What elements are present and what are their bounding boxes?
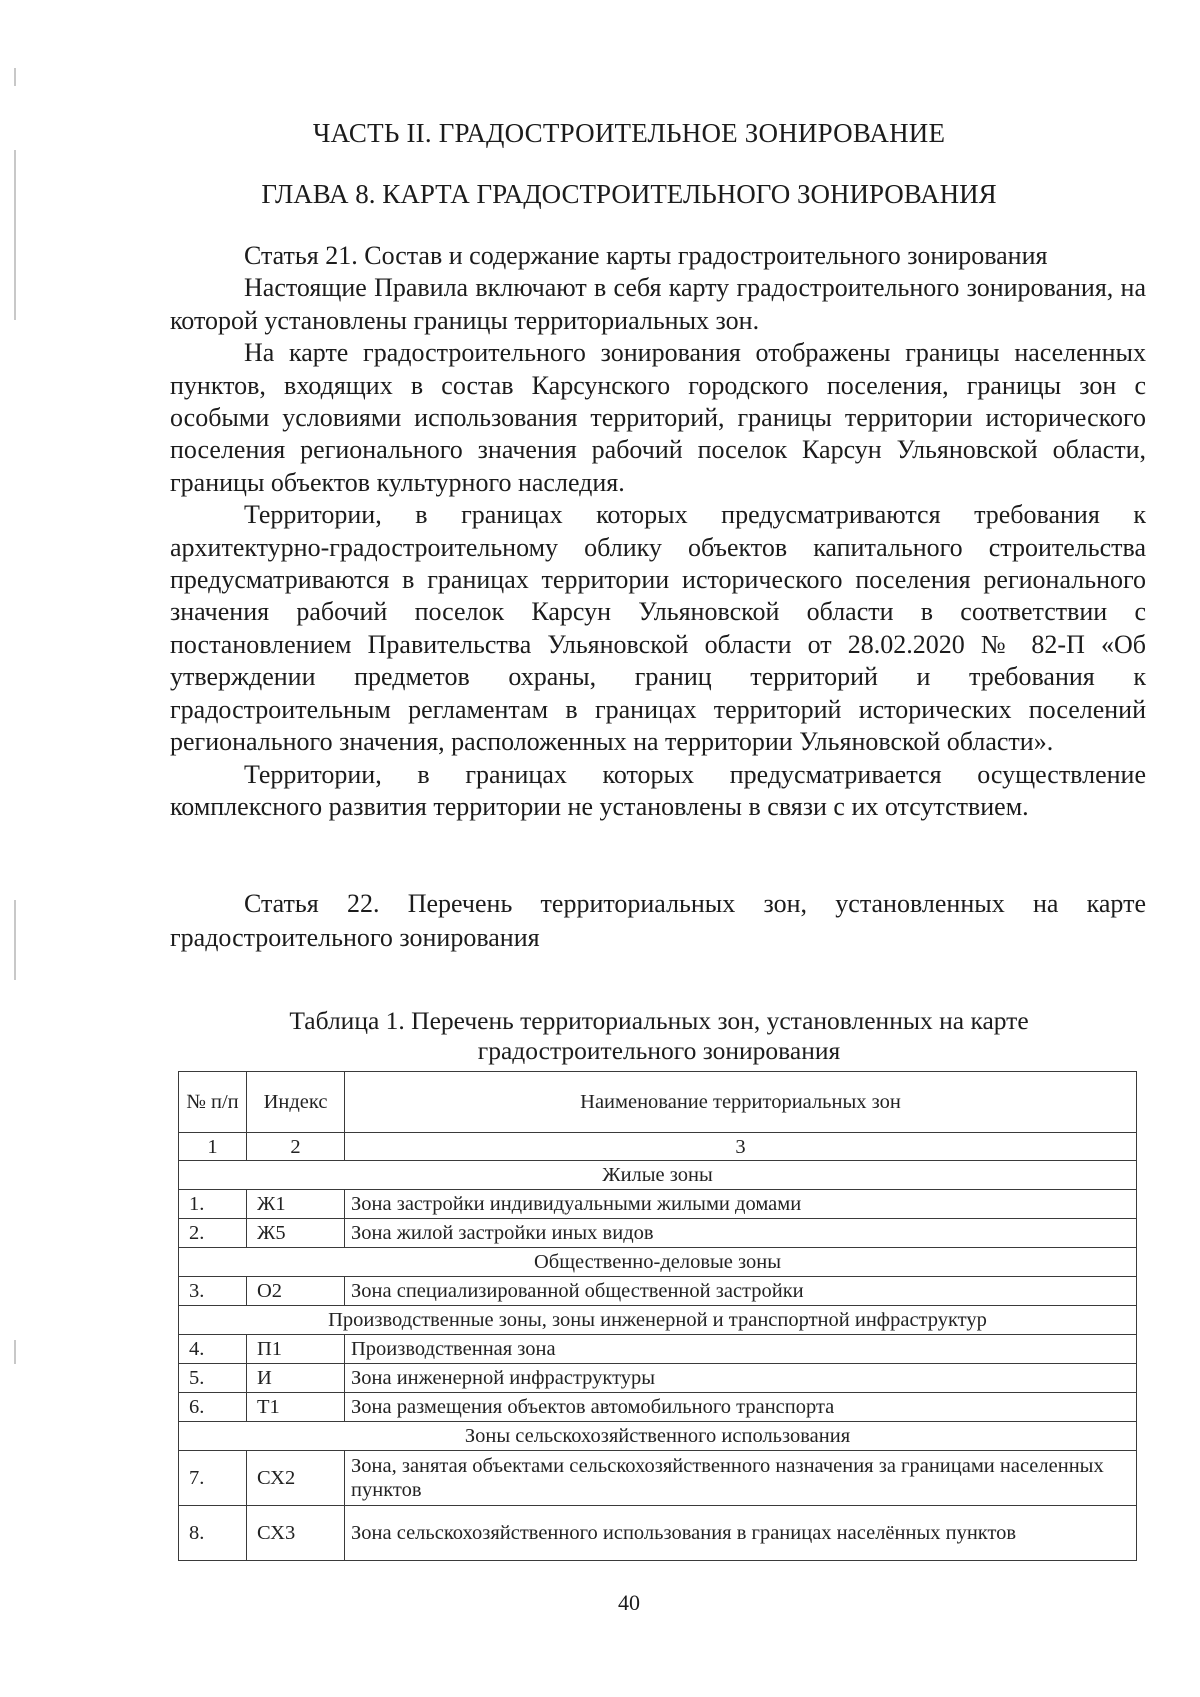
article-21-paragraph: Территории, в границах которых предусматриваются требования к архитектурно-градостроительному облику объектов капитального строительства предусматриваются в границах территории исторического поселения регионального значения рабочий поселок Карсун Ульяновской области в соответствии с постановлением Правительства Ульяновской области от 28.02.2020 № 82-П «Об утверждении предметов охраны, границ территорий и требования к градостроительным регламентам в границах территорий исторических поселений регионального значения, расположенных на территории Ульяновской области». bbox=[170, 500, 1146, 757]
scan-artifact bbox=[14, 900, 16, 980]
group-title: Общественно-деловые зоны bbox=[179, 1248, 1137, 1277]
table-caption-line: Таблица 1. Перечень территориальных зон, установленных на карте bbox=[289, 1006, 1029, 1035]
group-title: Производственные зоны, зоны инженерной и транспортной инфраструктур bbox=[179, 1306, 1137, 1335]
table-row bbox=[179, 1393, 1137, 1422]
article-21-paragraph: На карте градостроительного зонирования отображены границы населенных пунктов, входящих в состав Карсунского городского поселения, границы зон с особыми условиями использования территорий, границы территории исторического поселения регионального значения рабочий поселок Карсун Ульяновской области, границы объектов культурного наследия. bbox=[170, 338, 1146, 497]
row-index: СХ3 bbox=[247, 1506, 345, 1561]
article-21-heading: Статья 21. Состав и содержание карты градостроительного зонирования bbox=[244, 241, 1048, 270]
article-21 bbox=[170, 240, 1146, 823]
row-index: Ж1 bbox=[247, 1190, 345, 1219]
article-22 bbox=[170, 887, 1146, 955]
scan-artifact bbox=[14, 68, 16, 86]
column-number-row bbox=[179, 1133, 1137, 1161]
table-header-row bbox=[179, 1072, 1137, 1133]
row-name: Зона, занятая объектами сельскохозяйственного назначения за границами населенных пунктов bbox=[345, 1451, 1137, 1506]
header-name: Наименование территориальных зон bbox=[345, 1072, 1137, 1133]
group-row bbox=[179, 1306, 1137, 1335]
group-row bbox=[179, 1422, 1137, 1451]
row-num: 8. bbox=[179, 1506, 247, 1561]
row-index: Ж5 bbox=[247, 1219, 345, 1248]
table-row bbox=[179, 1219, 1137, 1248]
article-22-heading: Статья 22. Перечень территориальных зон, установленных на карте градостроительного зонирования bbox=[170, 889, 1146, 952]
scan-artifact bbox=[14, 1340, 16, 1364]
table-row bbox=[179, 1335, 1137, 1364]
row-num: 4. bbox=[179, 1335, 247, 1364]
table-row bbox=[179, 1451, 1137, 1506]
group-row bbox=[179, 1248, 1137, 1277]
row-name: Зона жилой застройки иных видов bbox=[345, 1219, 1137, 1248]
article-21-paragraph: Настоящие Правила включают в себя карту градостроительного зонирования, на которой установлены границы территориальных зон. bbox=[170, 273, 1146, 335]
table-row bbox=[179, 1506, 1137, 1561]
row-num: 5. bbox=[179, 1364, 247, 1393]
row-num: 6. bbox=[179, 1393, 247, 1422]
table-row bbox=[179, 1277, 1137, 1306]
chapter-title: ГЛАВА 8. КАРТА ГРАДОСТРОИТЕЛЬНОГО ЗОНИРОВАНИЯ bbox=[261, 179, 997, 209]
row-index: О2 bbox=[247, 1277, 345, 1306]
header-index: Индекс bbox=[247, 1072, 345, 1133]
group-title: Зоны сельскохозяйственного использования bbox=[179, 1422, 1137, 1451]
group-row bbox=[179, 1161, 1137, 1190]
row-num: 7. bbox=[179, 1451, 247, 1506]
row-index: СХ2 bbox=[247, 1451, 345, 1506]
row-name: Зона сельскохозяйственного использования в границах населённых пунктов bbox=[345, 1506, 1137, 1561]
column-number: 2 bbox=[247, 1133, 345, 1161]
zones-table bbox=[178, 1071, 1137, 1561]
scan-artifact bbox=[14, 150, 16, 320]
row-num: 1. bbox=[179, 1190, 247, 1219]
row-num: 2. bbox=[179, 1219, 247, 1248]
page-number: 40 bbox=[618, 1590, 640, 1615]
article-21-paragraph: Территории, в границах которых предусматривается осуществление комплексного развития территории не установлены в связи с их отсутствием. bbox=[170, 759, 1146, 821]
group-title: Жилые зоны bbox=[179, 1161, 1137, 1190]
row-index: Т1 bbox=[247, 1393, 345, 1422]
row-num: 3. bbox=[179, 1277, 247, 1306]
row-name: Зона специализированной общественной застройки bbox=[345, 1277, 1137, 1306]
column-number: 3 bbox=[345, 1133, 1137, 1161]
row-name: Зона инженерной инфраструктуры bbox=[345, 1364, 1137, 1393]
header-num: № п/п bbox=[179, 1072, 247, 1133]
row-name: Производственная зона bbox=[345, 1335, 1137, 1364]
row-index: И bbox=[247, 1364, 345, 1393]
table-row bbox=[179, 1190, 1137, 1219]
row-name: Зона застройки индивидуальными жилыми домами bbox=[345, 1190, 1137, 1219]
table-caption-line: градостроительного зонирования bbox=[477, 1036, 841, 1065]
row-index: П1 bbox=[247, 1335, 345, 1364]
column-number: 1 bbox=[179, 1133, 247, 1161]
table-caption bbox=[170, 1006, 1148, 1066]
row-name: Зона размещения объектов автомобильного транспорта bbox=[345, 1393, 1137, 1422]
table-row bbox=[179, 1364, 1137, 1393]
part-title: ЧАСТЬ II. ГРАДОСТРОИТЕЛЬНОЕ ЗОНИРОВАНИЕ bbox=[312, 118, 946, 148]
